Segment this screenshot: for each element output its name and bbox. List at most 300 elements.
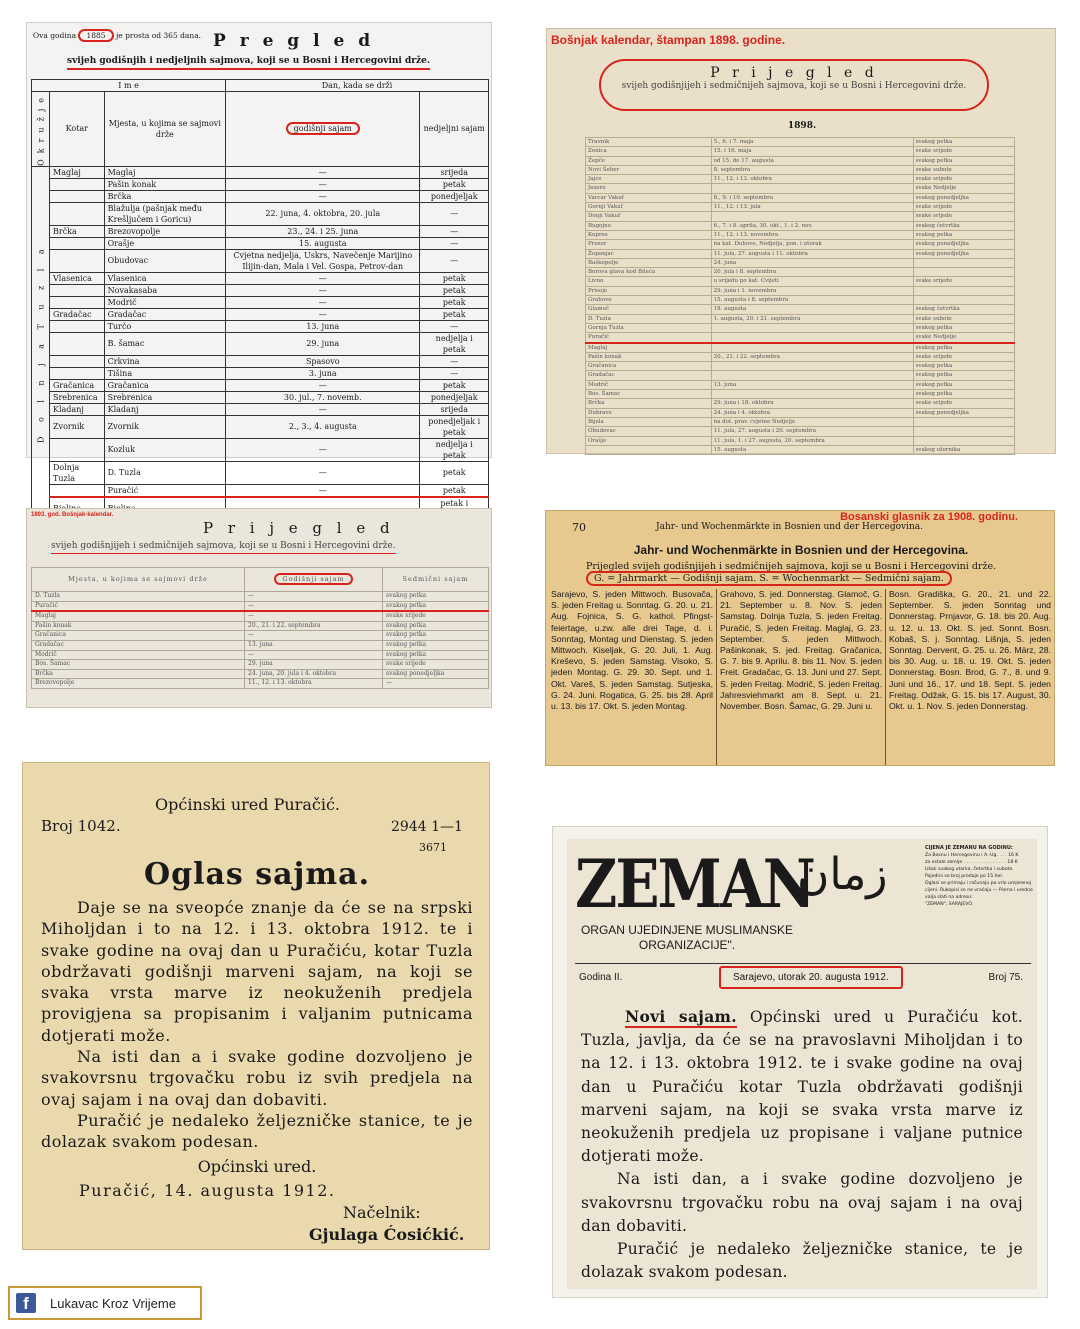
weekly-fair-cell: svakog petka xyxy=(913,323,1014,332)
price-title: CIJENA JE ZEMANU NA GODINU: xyxy=(925,845,1013,851)
mjesto-cell: Turčo xyxy=(104,320,225,332)
fairs-table-1885 xyxy=(31,79,489,521)
table-row xyxy=(32,284,489,296)
kotar-cell xyxy=(50,438,105,461)
annual-fair-cell: 11. jula, 27. augusta i 20. septembra xyxy=(711,427,913,436)
godisnji-cell: — xyxy=(226,284,420,296)
annual-fair-cell xyxy=(711,323,913,332)
novi-sajam-article xyxy=(567,999,1037,1289)
page-number: 70 xyxy=(572,521,586,534)
pregled-subtitle: svijeh godišnjih i nedjeljnih sajmova, koji se u Bosni i Hercegovini drže. xyxy=(67,56,430,70)
weekly-fair-cell: svakog petka xyxy=(383,621,489,631)
table-row xyxy=(32,166,489,178)
table-row xyxy=(32,202,489,225)
table-row xyxy=(586,138,1015,147)
fairs-table-1898 xyxy=(585,137,1015,455)
nedjeljni-cell: petak xyxy=(420,178,489,190)
table-row xyxy=(586,156,1015,165)
table-row xyxy=(586,221,1015,230)
table-row xyxy=(32,601,489,611)
table-row xyxy=(32,484,489,497)
table-row xyxy=(32,225,489,237)
godisnji-cell: — xyxy=(226,379,420,391)
place-cell: Maglaj xyxy=(32,611,245,621)
weekly-fair-cell: svakog ponedjeljka xyxy=(913,249,1014,258)
weekly-fair-cell: svakog utornika xyxy=(913,445,1014,454)
weekly-fair-cell: svake subote xyxy=(913,165,1014,174)
place-cell: Pašin konak xyxy=(32,621,245,631)
table-row xyxy=(586,203,1015,212)
oglas-closing: Općinski ured. xyxy=(197,1157,317,1176)
table-row xyxy=(32,669,489,679)
glasnik-col-3: Bosn. Gradiška, G. 20., 21. und 22. September. S. jeden Sonntag und Donnerstag. Prnjavor, G. 18. bis 20. Aug. u. 12. u. 13. Okt. S. jed. Sonnt. Bosn. Kobaš, S. j. Sonntag. Lišnja, S. jeden Sonntag. Dervent, G. 25. u. 26. März, 28. bis 30. Aug. u. 18. u. 19. Okt. S. jeden Donnerstag. Bosn. Brod, G. 7., 8. und 9. Juni und 16., 17. und 18. Sept. S. jeden Freitag. Odžak, G. 15. bis 17. August, 30. Okt. u. 1. Nov. S. jeden Donnerstag. xyxy=(889,589,1051,712)
weekly-fair-cell: svake srijede xyxy=(913,399,1014,408)
issue-number: Broj 75. xyxy=(988,972,1023,983)
table-row xyxy=(586,230,1015,239)
weekly-fair-cell: svakog ponedjeljka xyxy=(913,240,1014,249)
table-row xyxy=(586,445,1015,454)
kotar-cell: Gračanica xyxy=(50,379,105,391)
kotar-cell: Gradačac xyxy=(50,308,105,320)
godisnji-cell: — xyxy=(226,484,420,497)
godisnji-cell: Cvjetna nedjelja, Uskrs, Navečenje Marijino Ilijin-dan, Mala i Vel. Gospa, Petrov-dan xyxy=(226,249,420,272)
annual-fair-cell xyxy=(711,390,913,399)
table-row xyxy=(32,190,489,202)
weekly-fair-cell: svakog petka xyxy=(383,631,489,641)
nedjeljni-cell: nedjelja i petak xyxy=(420,332,489,355)
annual-fair-cell: 24. juna, 20. jula i 4. oktobra xyxy=(245,669,383,679)
registry-number: 2944 1—1 xyxy=(391,819,463,835)
nedjeljni-cell: petak i xyxy=(420,497,489,521)
nedjeljni-cell: srijeda xyxy=(420,403,489,415)
mjesto-cell: Srebrenica xyxy=(104,391,225,403)
annual-fair-cell: 8., 9. i 10. septembra xyxy=(711,193,913,202)
place-cell: Obudovac xyxy=(586,427,712,436)
place-cell: Žepče xyxy=(586,156,712,165)
weekly-fair-cell: svakog petka xyxy=(913,390,1014,399)
nedjeljni-cell: — xyxy=(420,367,489,379)
table-row xyxy=(586,165,1015,174)
weekly-fair-cell: svakog petka xyxy=(913,371,1014,380)
oglas-date: Puračić, 14. augusta 1912. xyxy=(79,1181,336,1200)
table-row xyxy=(32,403,489,415)
godisnji-cell: 13. juna xyxy=(226,320,420,332)
godisnji-cell: 3. juna xyxy=(226,367,420,379)
issue-info-bar xyxy=(575,963,1031,991)
mjesto-cell: Kladanj xyxy=(104,403,225,415)
badge-text: Lukavac Kroz Vrijeme xyxy=(50,1296,176,1311)
kotar-cell: Maglaj xyxy=(50,166,105,178)
kotar-cell: Zvornik xyxy=(50,415,105,438)
header-mjesta: Mjesta, u kojima se sajmovi drže xyxy=(104,92,225,167)
table-row xyxy=(32,237,489,249)
mjesto-cell: Pašin konak xyxy=(104,178,225,190)
place-cell: D. Tuzla xyxy=(32,592,245,602)
annual-fair-cell: — xyxy=(245,650,383,660)
issue-date-boxed: Sarajevo, utorak 20. augusta 1912. xyxy=(719,966,903,989)
weekly-fair-cell: svake srijede xyxy=(913,352,1014,361)
weekly-fair-cell: svakog petka xyxy=(383,601,489,611)
place-cell: Modrič xyxy=(32,650,245,660)
table-row xyxy=(586,362,1015,371)
table-row xyxy=(586,305,1015,314)
annual-fair-cell: 20. jula i 8. septembra xyxy=(711,268,913,277)
table-row xyxy=(32,355,489,367)
header-godisnji-1893 xyxy=(245,568,383,592)
annual-fair-cell: 15. augusta i 8. septembra xyxy=(711,296,913,305)
mjesto-cell: Novakasaba xyxy=(104,284,225,296)
weekly-fair-cell xyxy=(913,417,1014,426)
year-1898: 1898. xyxy=(787,121,817,131)
annual-fair-cell: u srijedu po kat. Cvijeti xyxy=(711,277,913,286)
table-row xyxy=(32,631,489,641)
godisnji-circled-1893: Godišnji sajam xyxy=(274,573,352,585)
prijegled-title-1893: P r i j e g l e d xyxy=(203,519,395,537)
kotar-cell xyxy=(50,202,105,225)
godisnji-cell: 23., 24. i 25. juna xyxy=(226,225,420,237)
glasnik-col-1: Sarajevo, S. jeden Mittwoch. Busovača, S. jeden Freitag u. Sonntag. G. 20. u. 21. Aug. Fojnica, S. G. kathol. Pfingst-feiertage, u.zw. alle drei Tage, d. i. Sonntag, Montag und Dienstag. S. jeden Mittwoch. Kiseljak, G. 20. Juli, 1. Aug. Kreševo, S. jeden Samstag. Visoko, S. jeden Montag. G. 29. 30. Sept. und 1. Okt. Vareš, S. jeden Samstag. Sutjeska, G. 24. Juni. Rogatica, G. 25. bis 28. April u. 13. bis 17. Okt. S. jeden Montag. xyxy=(548,589,717,765)
place-cell: Travnik xyxy=(586,138,712,147)
table-row xyxy=(32,679,489,689)
table-row xyxy=(32,461,489,484)
prijegled-title: P r i j e g l e d xyxy=(710,65,878,81)
caption-1898: Bošnjak kalendar, štampan 1898. godine. xyxy=(551,33,786,47)
kotar-cell xyxy=(50,332,105,355)
nedjeljni-cell: srijeda xyxy=(420,166,489,178)
subscription-price-box xyxy=(925,845,1033,908)
weekly-fair-cell: svakog četvrtka xyxy=(913,305,1014,314)
kotar-cell: Brčka xyxy=(50,225,105,237)
pregled-title: P r e g l e d xyxy=(213,31,375,51)
broj-number: Broj 1042. xyxy=(41,817,121,835)
place-cell: Varcar Vakuf xyxy=(586,193,712,202)
place-cell: Baškopolje xyxy=(586,258,712,267)
table-row xyxy=(32,415,489,438)
weekly-fair-cell xyxy=(913,296,1014,305)
scan-1898-bosnjak-kalendar xyxy=(546,28,1056,454)
table-row xyxy=(586,212,1015,221)
ured-heading: Općinski ured Puračić. xyxy=(155,795,340,814)
weekly-fair-cell: svakog petka xyxy=(913,138,1014,147)
godisnji-cell: 15. augusta xyxy=(226,237,420,249)
table-row xyxy=(32,660,489,670)
place-cell: Gradačac xyxy=(586,371,712,380)
annual-fair-cell: 29. juna xyxy=(245,660,383,670)
kotar-cell xyxy=(50,190,105,202)
nedjeljni-cell: petak xyxy=(420,284,489,296)
place-cell: Orašje xyxy=(586,436,712,445)
table-row xyxy=(32,296,489,308)
table-row xyxy=(586,390,1015,399)
godisnji-cell: — xyxy=(226,190,420,202)
article-paragraph-3: Puračić je nedaleko željezničke stanice, te je dolazak svakom podesan. xyxy=(581,1240,1023,1282)
weekly-fair-cell: svakog ponedjeljka xyxy=(913,193,1014,202)
mjesto-cell: Obudovac xyxy=(104,249,225,272)
weekly-fair-cell: svake Nedjelje xyxy=(913,333,1014,343)
weekly-fair-cell: svakog petka xyxy=(913,343,1014,353)
place-cell: Gornji Vakuf xyxy=(586,203,712,212)
kotar-cell: Kladanj xyxy=(50,403,105,415)
place-cell: Maglaj xyxy=(586,343,712,353)
godisnji-circled: godišnji sajam xyxy=(286,122,360,135)
annual-fair-cell: 6., 7. i 8. aprila, 30. okt., 1. i 2. nov. xyxy=(711,221,913,230)
table-row xyxy=(32,640,489,650)
nedjeljni-cell: ponedjeljak i petak xyxy=(420,415,489,438)
mjesto-cell: Gradačac xyxy=(104,308,225,320)
annual-fair-cell: na dot. prav. cvjetne Nedjelje xyxy=(711,417,913,426)
table-row xyxy=(586,184,1015,193)
place-cell: Kupres xyxy=(586,230,712,239)
godisnji-cell: 22. juna, 4. oktobra, 20. jula xyxy=(226,202,420,225)
place-cell: Brčka xyxy=(586,399,712,408)
godisnji-cell: — xyxy=(226,166,420,178)
table-row xyxy=(586,417,1015,426)
mjesto-cell: Puračić xyxy=(104,484,225,497)
table-row xyxy=(586,175,1015,184)
table-row xyxy=(586,193,1015,202)
weekly-fair-cell xyxy=(913,436,1014,445)
table-row xyxy=(32,249,489,272)
table-row xyxy=(586,408,1015,417)
place-cell: Modrič xyxy=(586,380,712,389)
glasnik-heading: Jahr- und Wochenmärkte in Bosnien und der Hercegovina. xyxy=(633,543,969,557)
place-cell: Glamoč xyxy=(586,305,712,314)
godisnji-cell: — xyxy=(226,403,420,415)
oglas-paragraph-2: Na isti dan a i svake godine dozvoljeno je svakovrsnu trgovačku robu iz svih predjela na ovaj sajam i na ovaj dan dobaviti. xyxy=(41,1047,473,1109)
caption-1893: 1893. god. Bošnjak-kalendar. xyxy=(31,512,114,518)
weekly-fair-cell: svakog ponedjeljka xyxy=(383,669,489,679)
prijegled-subtitle: svijeh godišnjijeh i sedmičnijeh sajmova, koji se u Bosni i Hercegovini drže. xyxy=(621,81,967,91)
annual-fair-cell: 18. augusta xyxy=(711,305,913,314)
caption-1908: Bosanski glasnik za 1908. godinu. xyxy=(840,511,1018,523)
scan-1885-pregled xyxy=(26,22,492,508)
scan-oglas-sajma-1912 xyxy=(22,762,490,1250)
kotar-cell: Vlasenica xyxy=(50,272,105,284)
mjesto-cell: Brčka xyxy=(104,190,225,202)
weekly-fair-cell: svake srijede xyxy=(913,203,1014,212)
header-nedjeljni: nedjeljni sajam xyxy=(420,92,489,167)
oglas-title: Oglas sajma. xyxy=(143,857,371,892)
signature: Gjulaga Ćosićkić. xyxy=(309,1225,465,1244)
kotar-cell xyxy=(50,249,105,272)
place-cell: Livno xyxy=(586,277,712,286)
table-row xyxy=(586,380,1015,389)
place-cell: Gornja Tuzla xyxy=(586,323,712,332)
table-row xyxy=(32,592,489,602)
place-cell: Prisoje xyxy=(586,286,712,295)
oglas-body xyxy=(41,897,473,1153)
mjesto-cell: Orašje xyxy=(104,237,225,249)
place-cell: Bos. Šamac xyxy=(32,660,245,670)
zeman-masthead xyxy=(567,839,1037,999)
place-cell: Gračanica xyxy=(586,362,712,371)
table-row xyxy=(32,308,489,320)
place-cell: Prozor xyxy=(586,240,712,249)
mjesto-cell: Kozluk xyxy=(104,438,225,461)
weekly-fair-cell: svakog petka xyxy=(383,640,489,650)
organ-subtitle: ORGAN UJEDINJENE MUSLIMANSKE ORGANIZACIJE". xyxy=(580,923,794,952)
annual-fair-cell: na kat. Duhove, Nedjelju, pon. i utorak xyxy=(711,240,913,249)
table-row xyxy=(586,399,1015,408)
year-line-before: Ova godina xyxy=(33,31,77,40)
price-line: Za Bosnu i Hercegovinu i A.-Ug. . . . 16 K xyxy=(925,853,1019,858)
weekly-fair-cell: svake subote xyxy=(913,314,1014,323)
legend-circled: G. = Jahrmarkt — Godišnji sajam. S. = Wochenmarkt — Sedmični sajam. xyxy=(586,571,952,586)
table-row xyxy=(586,296,1015,305)
weekly-fair-cell: svakog petka xyxy=(383,592,489,602)
place-cell xyxy=(586,445,712,454)
weekly-fair-cell: svakog petka xyxy=(913,156,1014,165)
weekly-fair-cell xyxy=(913,268,1014,277)
glasnik-legend xyxy=(586,573,952,584)
annual-fair-cell: 15. augusta xyxy=(711,445,913,454)
place-cell: Bos. Šamac xyxy=(586,390,712,399)
oglas-paragraph-1: Daje se na sveopće znanje da će se na srpski Miholjdan i to na 12. i 13. oktobra 1912. te i svake godine na ovaj dan u Puračiću, kotar Tuzla obdržavati godišnji marveni sajam, na koji se svaka vrsta marve iz neokuženih predjela provigjena sa propisanim i valjanim putnicama dotjerati može. xyxy=(41,898,473,1045)
weekly-fair-cell: svakog petka xyxy=(913,230,1014,239)
table-row xyxy=(32,178,489,190)
article-paragraph-1 xyxy=(581,1005,1023,1168)
mjesto-cell: Gračanica xyxy=(104,379,225,391)
place-cell: D. Tuzla xyxy=(586,314,712,323)
table-row xyxy=(586,427,1015,436)
header-mjesta-1893: Mjesta, u kojima se sajmovi drže xyxy=(32,568,245,592)
price-line: Oglasi se primaju i računaju po vrlo umjerenoj cijeni. Rukopisi se ne vraćaju — Pisma i uredne valja slati na adresu: xyxy=(925,881,1033,900)
kotar-cell xyxy=(50,484,105,497)
header-okruzje: Okružje xyxy=(32,92,50,167)
mjesto-cell: Zvornik xyxy=(104,415,225,438)
mjesto-cell: Crkvina xyxy=(104,355,225,367)
godisnji-cell: — xyxy=(226,296,420,308)
facebook-page-badge[interactable] xyxy=(2,1280,210,1326)
kotar-cell xyxy=(50,296,105,308)
year-line xyxy=(33,31,201,40)
zeman-arabic-logo: زمان xyxy=(797,849,888,900)
annual-fair-cell: 11., 12. i 13. jula xyxy=(711,203,913,212)
header-sedmicni-1893: Sedmični sajam xyxy=(383,568,489,592)
weekly-fair-cell: svake srijede xyxy=(913,277,1014,286)
table-row xyxy=(32,320,489,332)
nedjeljni-cell: — xyxy=(420,225,489,237)
table-row xyxy=(586,314,1015,323)
table-row xyxy=(586,286,1015,295)
table-row xyxy=(586,343,1015,353)
place-cell: Grahovo xyxy=(586,296,712,305)
annual-fair-cell: — xyxy=(245,611,383,621)
place-cell: Gradačac xyxy=(32,640,245,650)
table-row xyxy=(586,147,1015,156)
nacelnik-label: Načelnik: xyxy=(343,1203,421,1222)
nedjeljni-cell: petak xyxy=(420,461,489,484)
price-line: Pojedini se broj prodaje po 15 hel. xyxy=(925,874,1004,879)
weekly-fair-cell: — xyxy=(383,679,489,689)
price-line: za ostale zemlje . . . . . . . . . . . . . . . 18 K xyxy=(925,860,1018,865)
godisnji-cell: — xyxy=(226,308,420,320)
kotar-cell xyxy=(50,284,105,296)
godisnji-cell: — xyxy=(226,461,420,484)
table-row xyxy=(32,611,489,621)
table-row xyxy=(586,333,1015,343)
year-line-after: je prosta od 365 dana. xyxy=(115,31,202,40)
table-row xyxy=(32,391,489,403)
table-row xyxy=(32,332,489,355)
nedjeljni-cell: — xyxy=(420,202,489,225)
badge-frame xyxy=(8,1286,202,1320)
table-row xyxy=(32,379,489,391)
weekly-fair-cell xyxy=(913,286,1014,295)
table-row xyxy=(586,240,1015,249)
mjesto-cell: Vlasenica xyxy=(104,272,225,284)
nedjeljni-cell: — xyxy=(420,249,489,272)
annual-fair-cell: 24. juna i 4. oktobra xyxy=(711,408,913,417)
article-paragraph-2: Na isti dan, a i svake godine dozvoljeno je svakovrsnu trgovačku robu na ovaj sajam i na ovaj dan dobaviti. xyxy=(581,1170,1023,1235)
kotar-cell xyxy=(50,367,105,379)
glasnik-subheading: Prijegled svijeh godišnjijeh i sedmičnijeh sajmova, koji se u Bosni i Hercegovini drže. xyxy=(586,561,997,572)
annual-fair-cell: od 15. do 17. augusta xyxy=(711,156,913,165)
place-cell: Puračić xyxy=(32,601,245,611)
weekly-fair-cell: svake srijede xyxy=(913,212,1014,221)
annual-fair-cell: 13. juna xyxy=(245,640,383,650)
place-cell: Jajce xyxy=(586,175,712,184)
nedjeljni-cell: ponedjeljak xyxy=(420,190,489,202)
registry-subnumber: 3671 xyxy=(419,841,447,854)
nedjeljni-cell: — xyxy=(420,320,489,332)
table-row xyxy=(586,323,1015,332)
weekly-fair-cell xyxy=(913,427,1014,436)
novi-sajam-headline: Novi sajam. xyxy=(625,1007,737,1026)
annual-fair-cell xyxy=(711,343,913,353)
kotar-cell: Dolnja Tuzla xyxy=(50,461,105,484)
weekly-fair-cell: svake srijede xyxy=(913,147,1014,156)
place-cell: Bijela xyxy=(586,417,712,426)
annual-fair-cell: 5., 6. i 7. maja xyxy=(711,138,913,147)
nedjeljni-cell: petak xyxy=(420,272,489,284)
mjesto-cell: Blažulja (pašnjak među Krešljučem i Goricu) xyxy=(104,202,225,225)
godisnji-cell: — xyxy=(226,272,420,284)
annual-fair-cell xyxy=(711,362,913,371)
annual-fair-cell: — xyxy=(245,631,383,641)
annual-fair-cell: 29. juna i 18. oktobra xyxy=(711,399,913,408)
kotar-cell xyxy=(50,237,105,249)
header-godisnji xyxy=(226,92,420,167)
title-oval xyxy=(599,59,989,111)
godisnji-cell: 29. juna xyxy=(226,332,420,355)
weekly-fair-cell: svakog petka xyxy=(383,650,489,660)
glasnik-columns xyxy=(548,589,1054,765)
annual-fair-cell: 20., 21. i 22. septembra xyxy=(711,352,913,361)
table-row xyxy=(32,650,489,660)
weekly-fair-cell: svakog četvrtka xyxy=(913,221,1014,230)
scan-1908-bosanski-glasnik xyxy=(545,510,1055,766)
annual-fair-cell: 20., 21. i 22. septembra xyxy=(245,621,383,631)
weekly-fair-cell: svake Nedjelje xyxy=(913,184,1014,193)
annual-fair-cell xyxy=(711,184,913,193)
place-cell: Bugojno xyxy=(586,221,712,230)
annual-fair-cell: 8. septembra xyxy=(711,165,913,174)
place-cell: Dubrave xyxy=(586,408,712,417)
place-cell: Puračić xyxy=(586,333,712,343)
place-cell: Gračanica xyxy=(32,631,245,641)
weekly-fair-cell: svake srijede xyxy=(913,175,1014,184)
weekly-fair-cell: svakog ponedjeljka xyxy=(913,408,1014,417)
price-line: "ZEMAN", SARAJEVO. xyxy=(925,902,974,907)
header-dan: Dan, kada se drži xyxy=(226,80,489,92)
annual-fair-cell: 15. i 16. maja xyxy=(711,147,913,156)
mjesto-cell: D. Tuzla xyxy=(104,461,225,484)
nedjeljni-cell: — xyxy=(420,355,489,367)
nedjeljni-cell: petak xyxy=(420,484,489,497)
okruzje-cell: D o l n j a T u z l a xyxy=(32,166,50,520)
annual-fair-cell: 11., 12. i 13. oktobra xyxy=(245,679,383,689)
